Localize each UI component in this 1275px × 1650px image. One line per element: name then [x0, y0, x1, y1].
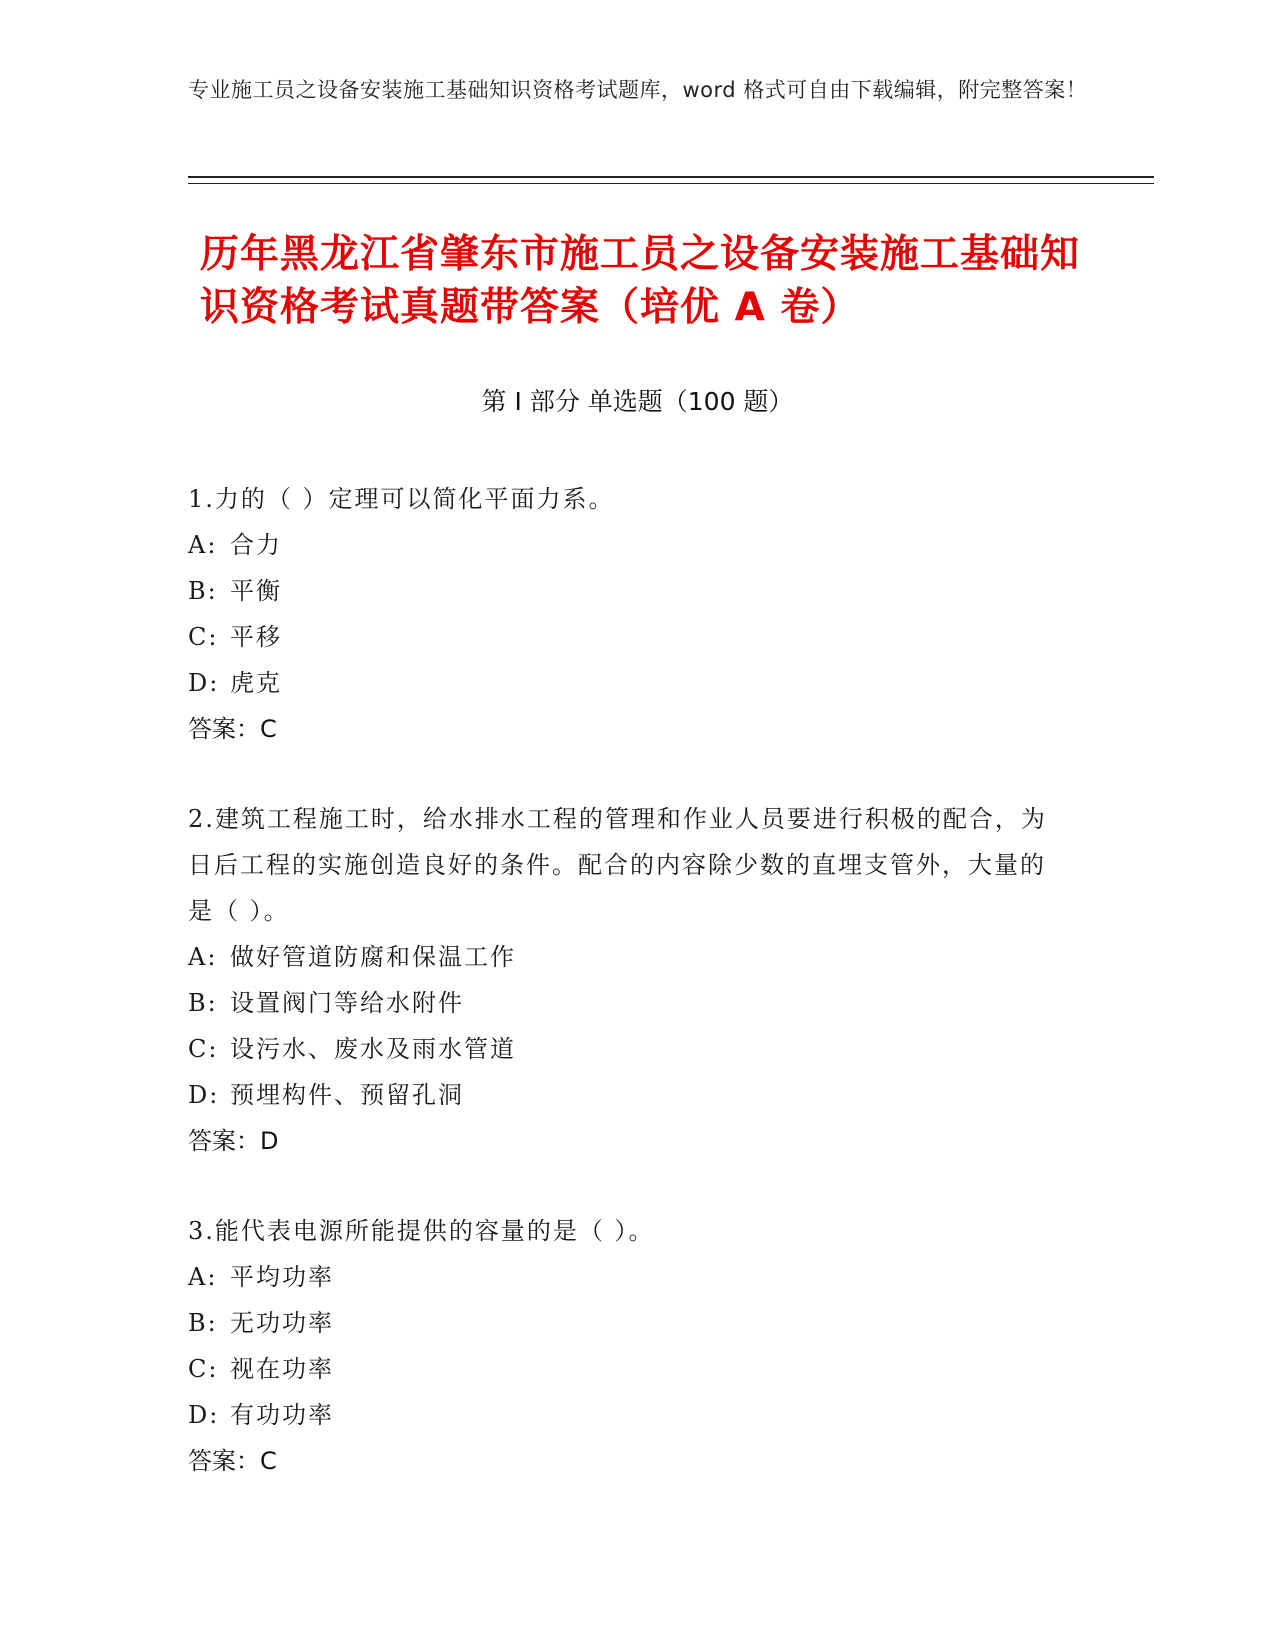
header-note: 专业施工员之设备安装施工基础知识资格考试题库，word 格式可自由下载编辑，附完整答案！ — [188, 78, 1088, 102]
option-text: 预埋构件、预留孔洞 — [230, 1081, 464, 1109]
question-option — [188, 1392, 1068, 1438]
question-option — [188, 980, 1068, 1026]
option-key: D: — [188, 669, 220, 697]
question-stem: 2.建筑工程施工时，给水排水工程的管理和作业人员要进行积极的配合，为日后工程的实施创造良好的条件。配合的内容除少数的直埋支管外，大量的是（ ）。 — [188, 805, 1047, 925]
option-key: B: — [188, 989, 218, 1017]
question-option — [188, 1254, 1068, 1300]
option-key: A: — [188, 531, 218, 559]
question-list — [188, 476, 1068, 1528]
option-key: B: — [188, 577, 218, 605]
question-stem: 3.能代表电源所能提供的容量的是（ ）。 — [188, 1217, 655, 1245]
option-text: 视在功率 — [230, 1355, 334, 1383]
question-option — [188, 522, 1068, 568]
option-key: B: — [188, 1309, 218, 1337]
option-text: 做好管道防腐和保温工作 — [230, 943, 516, 971]
question-option — [188, 660, 1068, 706]
question-option — [188, 1026, 1068, 1072]
option-text: 无功功率 — [230, 1309, 334, 1337]
header-divider-thin — [188, 183, 1154, 184]
option-text: 平移 — [230, 623, 282, 651]
question-option — [188, 568, 1068, 614]
question-item — [188, 476, 1068, 752]
option-key: C: — [188, 1355, 219, 1383]
option-text: 有功功率 — [230, 1401, 334, 1429]
option-key: C: — [188, 623, 219, 651]
option-key: D: — [188, 1081, 220, 1109]
question-answer: 答案：D — [188, 1127, 279, 1155]
option-text: 设污水、废水及雨水管道 — [230, 1035, 516, 1063]
option-text: 合力 — [230, 531, 282, 559]
question-answer: 答案：C — [188, 715, 277, 743]
question-item — [188, 1208, 1068, 1484]
question-stem: 1.力的（ ）定理可以简化平面力系。 — [188, 485, 615, 513]
question-item — [188, 796, 1068, 1164]
question-option — [188, 614, 1068, 660]
option-text: 设置阀门等给水附件 — [230, 989, 464, 1017]
option-text: 虎克 — [230, 669, 282, 697]
question-option — [188, 1072, 1068, 1118]
question-option — [188, 1346, 1068, 1392]
question-answer: 答案：C — [188, 1447, 277, 1475]
option-key: D: — [188, 1401, 220, 1429]
option-key: A: — [188, 1263, 218, 1291]
document-title: 历年黑龙江省肇东市施工员之设备安装施工基础知识资格考试真题带答案（培优 A 卷） — [200, 232, 1081, 330]
question-option — [188, 934, 1068, 980]
option-text: 平均功率 — [230, 1263, 334, 1291]
option-key: A: — [188, 943, 218, 971]
question-option — [188, 1300, 1068, 1346]
header-divider-thick — [188, 176, 1154, 178]
section-title: 第 I 部分 单选题（100 题） — [481, 387, 794, 416]
option-text: 平衡 — [230, 577, 282, 605]
option-key: C: — [188, 1035, 219, 1063]
